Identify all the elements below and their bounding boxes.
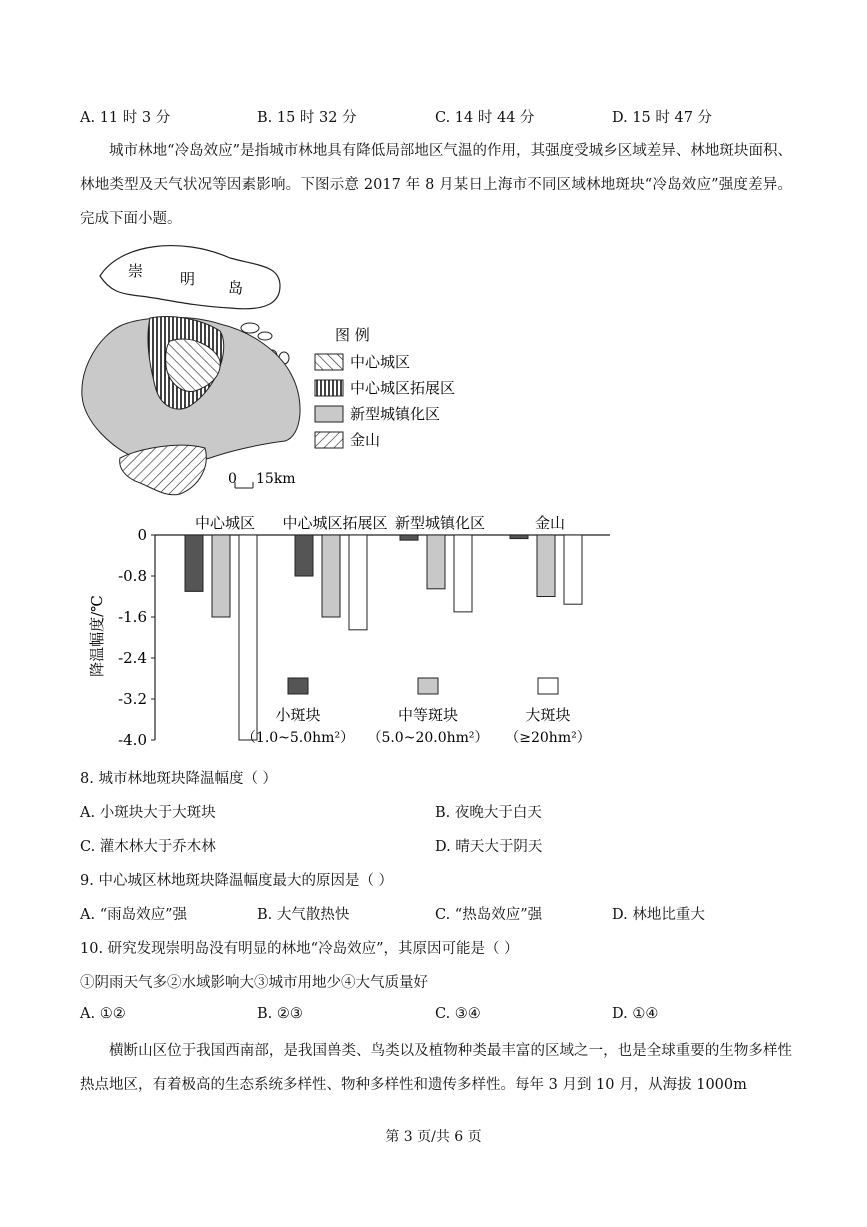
bar-0-1	[212, 535, 230, 617]
legend-name-0: 小斑块	[275, 706, 321, 724]
q10-items: ①阴雨天气多②水域影响大③城市用地少④大气质量好	[80, 975, 428, 991]
legend-name-1: 中等斑块	[397, 706, 459, 724]
y-tick-label-4: -3.2	[118, 690, 147, 708]
category-label-0: 中心城区	[194, 514, 256, 532]
legend-sub-2: （≥20hm²）	[505, 730, 591, 746]
y-tick-label-2: -1.6	[118, 608, 147, 626]
bar-0-2	[239, 535, 257, 740]
q7-option-b: B. 15 时 32 分	[257, 110, 357, 126]
q9-option-d: D. 林地比重大	[612, 907, 705, 923]
category-label-3: 金山	[534, 514, 566, 532]
q8-option-c: C. 灌木林大于乔木林	[80, 839, 216, 855]
legend-swatch-1	[418, 678, 438, 694]
legend-central-city: 中心城区	[350, 353, 411, 371]
y-axis-label: 降温幅度/℃	[88, 595, 106, 677]
q10-option-d: D. ①④	[612, 1006, 659, 1022]
legend-title: 图 例	[335, 326, 370, 344]
q7-option-d: D. 15 时 47 分	[612, 110, 713, 126]
legend-swatch-0	[288, 678, 308, 694]
q8-option-b: B. 夜晚大于白天	[435, 805, 542, 821]
q8-option-d: D. 晴天大于阴天	[435, 839, 543, 855]
q10-option-a: A. ①②	[80, 1006, 126, 1022]
bar-3-0	[510, 535, 528, 539]
q7-option-a: A. 11 时 3 分	[80, 110, 171, 126]
bar-3-2	[564, 535, 582, 604]
legend-new-urbanization: 新型城镇化区	[350, 405, 441, 423]
legend-central-extension: 中心城区拓展区	[350, 379, 456, 397]
q9-option-a: A. “雨岛效应”强	[80, 907, 188, 923]
page-footer: 第 3 页/共 6 页	[385, 1129, 482, 1145]
q10-option-b: B. ②③	[257, 1006, 303, 1022]
legend-sub-1: （5.0~20.0hm²）	[367, 730, 489, 746]
scale-zero: 0	[228, 471, 237, 487]
jinshan-area	[120, 445, 207, 495]
shanghai-map-figure	[80, 236, 500, 506]
y-tick-label-0: 0	[137, 526, 147, 544]
q10-option-c: C. ③④	[435, 1006, 481, 1022]
intro-paragraph: 城市林地“冷岛效应”是指城市林地具有降低局部地区气温的作用，其强度受城乡区域差异、林地斑块面积、林地类型及天气状况等因素影响。下图示意 2017 年 8 月某日上海市不同区域林地斑块“冷岛效应”强度差异。完成下面小题。	[80, 143, 792, 227]
q8-stem: 8. 城市林地斑块降温幅度（ ）	[80, 771, 278, 787]
category-label-1: 中心城区拓展区	[282, 514, 388, 532]
legend-name-2: 大斑块	[525, 706, 571, 724]
legend-jinshan: 金山	[350, 431, 381, 449]
legend-sub-0: （1.0~5.0hm²）	[241, 730, 355, 746]
q8-option-a: A. 小斑块大于大斑块	[80, 805, 216, 821]
bar-0-0	[185, 535, 203, 591]
island-char-2: 明	[180, 270, 196, 288]
scale-label: 15km	[256, 471, 296, 487]
island-char-1: 崇	[128, 262, 144, 280]
q9-stem: 9. 中心城区林地斑块降温幅度最大的原因是（ ）	[80, 873, 394, 889]
bar-2-0	[400, 535, 418, 540]
y-tick-label-5: -4.0	[118, 731, 147, 749]
bar-2-1	[427, 535, 445, 589]
q9-option-b: B. 大气散热快	[257, 907, 350, 923]
q9-option-c: C. “热岛效应”强	[435, 907, 543, 923]
bar-1-0	[295, 535, 313, 576]
q7-option-c: C. 14 时 44 分	[435, 110, 535, 126]
bar-2-2	[454, 535, 472, 612]
tail-paragraph: 横断山区位于我国西南部，是我国兽类、鸟类以及植物种类最丰富的区域之一，也是全球重要的生物多样性热点地区，有着极高的生态系统多样性、物种多样性和遗传多样性。每年 3 月到 10 月，从海拔 1000m	[80, 1043, 792, 1093]
q10-stem: 10. 研究发现崇明岛没有明显的林地“冷岛效应”，其原因可能是（ ）	[80, 941, 519, 957]
category-label-2: 新型城镇化区	[394, 514, 486, 532]
legend-swatch-2	[538, 678, 558, 694]
island-char-3: 岛	[228, 279, 244, 297]
bar-3-1	[537, 535, 555, 597]
y-tick-label-3: -2.4	[118, 649, 147, 667]
y-tick-label-1: -0.8	[118, 567, 147, 585]
bar-1-2	[349, 535, 367, 630]
bar-1-1	[322, 535, 340, 617]
cooling-bar-chart	[80, 506, 620, 756]
